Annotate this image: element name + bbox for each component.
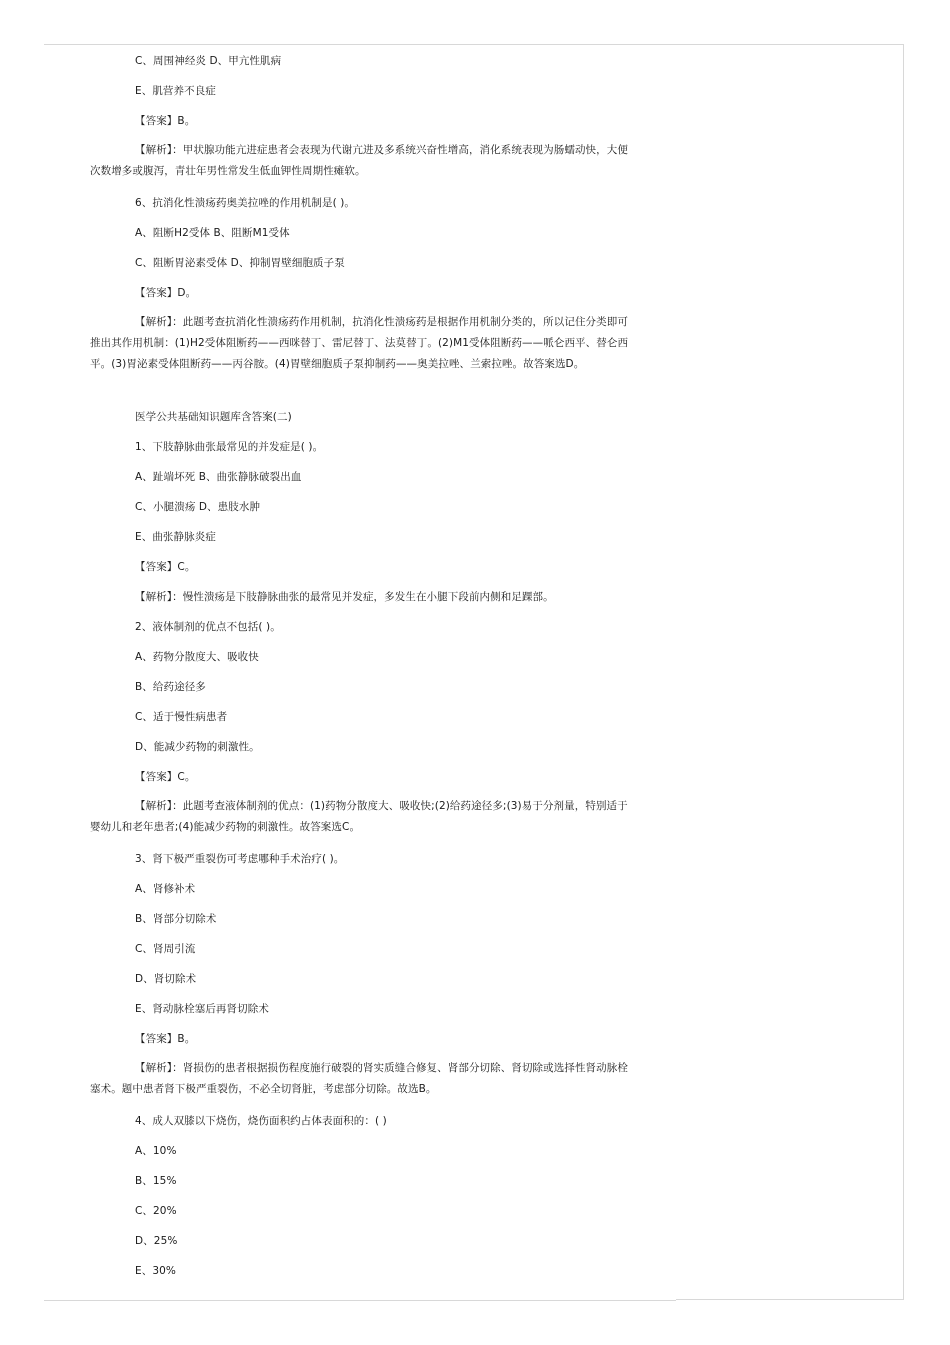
question-line: 3、肾下极严重裂伤可考虑哪种手术治疗( )。 — [135, 853, 345, 865]
option-line: C、小腿溃疡 D、患肢水肿 — [135, 501, 261, 513]
option-line: E、30% — [135, 1265, 176, 1277]
answer-line: 【答案】B。 — [135, 115, 196, 127]
explanation-paragraph: 【解析】：此题考查抗消化性溃疡药作用机制，抗消化性溃疡药是根据作用机制分类的，所以记住分类即可推出其作用机制：(1)H2受体阻断药——西咪替丁、雷尼替丁、法莫替丁。(2)M1受体阻断药——哌仑西平、替仑西平。(3)胃泌素受体阻断药——丙谷胺。(4)胃壁细胞质子泵抑制药——奥美拉唑、兰索拉唑。故答案选D。 — [90, 316, 629, 370]
option-line: C、适于慢性病患者 — [135, 711, 228, 723]
option-line: E、肌营养不良症 — [135, 85, 216, 97]
option-line: A、10% — [135, 1145, 177, 1157]
explanation-paragraph: 【解析】：此题考查液体制剂的优点：(1)药物分散度大、吸收快;(2)给药途径多;(3)易于分剂量，特别适于婴幼儿和老年患者;(4)能减少药物的刺激性。故答案选C。 — [90, 800, 628, 833]
explanation-paragraph: 【解析】：肾损伤的患者根据损伤程度施行破裂的肾实质缝合修复、肾部分切除、肾切除或选择性肾动脉栓塞术。题中患者肾下极严重裂伤，不必全切肾脏，考虑部分切除。故选B。 — [90, 1062, 628, 1095]
option-line: D、25% — [135, 1235, 178, 1247]
question-line: 1、下肢静脉曲张最常见的并发症是( )。 — [135, 441, 324, 453]
option-line: A、肾修补术 — [135, 883, 196, 895]
answer-line: 【答案】C。 — [135, 771, 196, 783]
option-line: C、阻断胃泌素受体 D、抑制胃壁细胞质子泵 — [135, 257, 345, 269]
option-line: D、能减少药物的刺激性。 — [135, 741, 260, 753]
question-line: 6、抗消化性溃疡药奥美拉唑的作用机制是( )。 — [135, 197, 356, 209]
option-line: C、肾周引流 — [135, 943, 196, 955]
option-line: C、20% — [135, 1205, 177, 1217]
option-line: A、趾端坏死 B、曲张静脉破裂出血 — [135, 471, 302, 483]
option-line: A、阻断H2受体 B、阻断M1受体 — [135, 227, 290, 239]
option-line: E、肾动脉栓塞后再肾切除术 — [135, 1003, 269, 1015]
option-line: B、给药途径多 — [135, 681, 206, 693]
explanation-line: 【解析】：慢性溃疡是下肢静脉曲张的最常见并发症，多发生在小腿下段前内侧和足踝部。 — [135, 591, 554, 603]
option-line: B、15% — [135, 1175, 177, 1187]
option-line: E、曲张静脉炎症 — [135, 531, 216, 543]
option-line: B、肾部分切除术 — [135, 913, 217, 925]
question-line: 2、液体制剂的优点不包括( )。 — [135, 621, 281, 633]
answer-line: 【答案】C。 — [135, 561, 196, 573]
answer-line: 【答案】D。 — [135, 287, 197, 299]
question-line: 4、成人双膝以下烧伤，烧伤面积约占体表面积的：( ) — [135, 1115, 387, 1127]
option-line: C、周围神经炎 D、甲亢性肌病 — [135, 55, 282, 67]
answer-line: 【答案】B。 — [135, 1033, 196, 1045]
option-line: D、肾切除术 — [135, 973, 197, 985]
option-line: A、药物分散度大、吸收快 — [135, 651, 259, 663]
section-heading: 医学公共基础知识题库含答案(二) — [135, 411, 292, 423]
explanation-paragraph: 【解析】：甲状腺功能亢进症患者会表现为代谢亢进及多系统兴奋性增高，消化系统表现为肠蠕动快，大便次数增多或腹泻，青壮年男性常发生低血钾性周期性瘫软。 — [90, 144, 628, 177]
